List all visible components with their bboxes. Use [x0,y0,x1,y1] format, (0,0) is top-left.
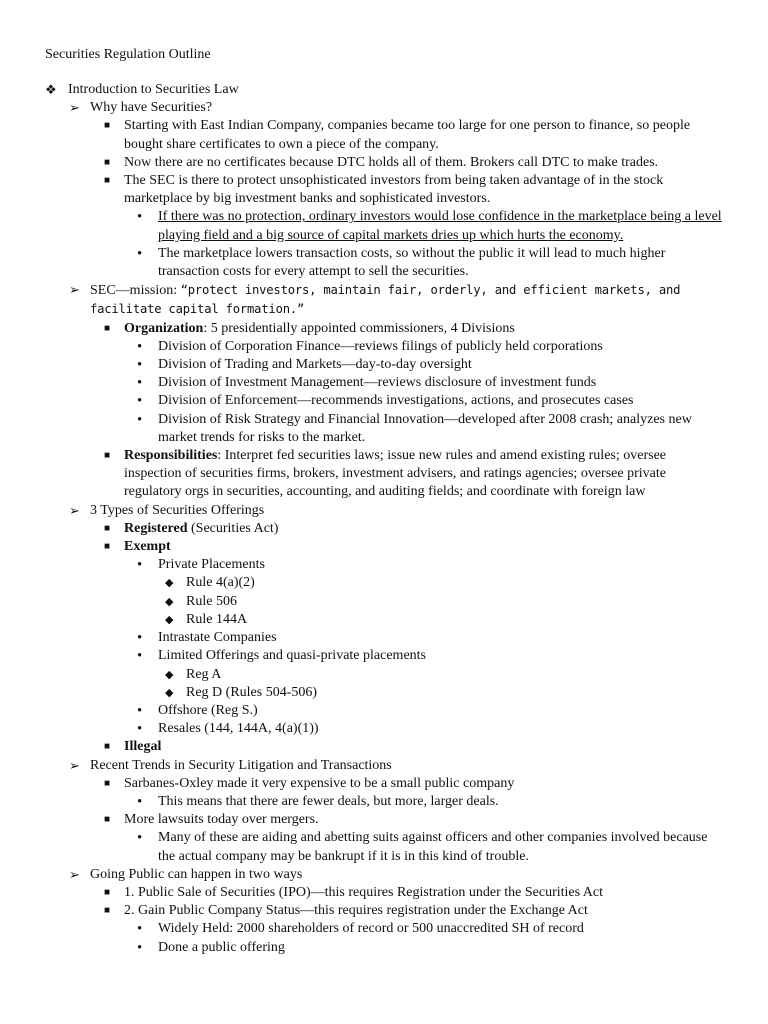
subsection-heading: ➢ 3 Types of Securities Offerings [0,502,768,520]
diamond-bullet-icon: ◆ [165,595,174,608]
list-item: • Division of Investment Management—reviews disclosure of investment funds [137,375,597,392]
list-item: ■ Starting with East Indian Company, companies became too large for one person to finance, so people bought share certificates to own a piece of the company. [104,118,691,152]
list-item: ◆ Rule 4(a)(2) [0,574,768,592]
square-bullet-icon: ■ [104,522,111,534]
round-bullet-icon: • [137,393,143,410]
list-item: • Division of Corporation Finance—reviews filings of publicly held corporations [137,338,603,355]
square-bullet-icon: ■ [104,450,111,462]
round-bullet-icon: • [137,375,143,392]
list-item: • Many of these are aiding and abetting suits against officers and other companies involved because the actual company may be bankrupt if it is in this kind of trouble. [137,830,708,864]
round-bullet-icon: • [137,245,143,262]
square-bullet-icon: ■ [104,814,111,826]
arrowhead-bullet-icon: ➢ [69,282,80,298]
outline [0,81,768,957]
list-item: ■ More lawsuits today over mergers. [0,811,768,829]
list-item: • Limited Offerings and quasi-private placements [137,648,426,665]
round-bullet-icon: • [137,648,143,665]
diamond-bullet-icon: ◆ [165,686,174,699]
list-item: • If there was no protection, ordinary investors would lose confidence in the marketplace being a level playing field and a big source of capital markets dries up which hurts the economy. [137,209,722,243]
round-bullet-icon: • [137,357,143,374]
list-item: • Division of Risk Strategy and Financial Innovation—developed after 2008 crash; analyzes new market trends for risks to the market. [137,411,692,445]
list-item: ◆ Reg A [0,666,768,684]
round-bullet-icon: • [137,630,143,647]
diamond-bullet-icon: ◆ [165,613,174,626]
list-item: • Private Placements [137,557,265,574]
list-item: • Division of Trading and Markets—day-to-day oversight [137,357,472,374]
list-item: • The marketplace lowers transaction costs, so without the public it will lead to much higher transaction costs for every attempt to sell the securities. [137,245,666,280]
square-bullet-icon: ■ [104,120,111,132]
list-item: • Intrastate Companies [137,630,277,647]
square-bullet-icon: ■ [104,741,111,753]
list-item: • Resales (144, 144A, 4(a)(1)) [137,721,319,738]
list-item: • This means that there are fewer deals, but more, larger deals. [137,793,499,810]
arrowhead-bullet-icon: ➢ [69,502,80,518]
round-bullet-icon: • [137,702,143,719]
square-bullet-icon: ■ [104,175,111,187]
round-bullet-icon: • [137,209,143,226]
list-item: ■ Exempt [0,538,768,556]
list-item: • Offshore (Reg S.) [137,702,258,719]
round-bullet-icon: • [137,721,143,738]
round-bullet-icon: • [137,557,143,574]
round-bullet-icon: • [137,411,143,428]
square-bullet-icon: ■ [104,905,111,917]
subsection-heading: ➢ Recent Trends in Security Litigation and Transactions [0,757,768,775]
four-diamond-bullet-icon: ❖ [45,82,57,97]
subsection-heading: ➢ Why have Securities? [0,99,768,117]
subsection-heading: ➢ SEC—mission: “protect investors, maintain fair, orderly, and efficient markets, and facilitate capital formation.” [69,282,681,317]
square-bullet-icon: ■ [104,777,111,789]
list-item: ■ Now there are no certificates because DTC holds all of them. Brokers call DTC to make trades. [0,154,768,172]
list-item: • Done a public offering [137,939,285,956]
square-bullet-icon: ■ [104,156,111,168]
arrowhead-bullet-icon: ➢ [69,757,80,773]
list-item: ■ 1. Public Sale of Securities (IPO)—this requires Registration under the Securities Act [0,884,768,902]
round-bullet-icon: • [137,939,143,956]
arrowhead-bullet-icon: ➢ [69,100,80,116]
round-bullet-icon: • [137,921,143,938]
list-item: ■ Organization: 5 presidentially appointed commissioners, 4 Divisions [0,320,768,338]
square-bullet-icon: ■ [104,886,111,898]
list-item: ■ The SEC is there to protect unsophisticated investors from being taken advantage of in the stock marketplace by big investment banks and sophisticated investors. [104,173,664,207]
square-bullet-icon: ■ [104,322,111,334]
round-bullet-icon: • [137,338,143,355]
round-bullet-icon: • [137,830,143,847]
list-item: ■ Illegal [0,738,768,756]
list-item: • Division of Enforcement—recommends investigations, actions, and prosecutes cases [137,393,634,410]
round-bullet-icon: • [137,793,143,810]
sec-mission-quote: “protect investors, maintain fair, orderly, and efficient markets, and facilitate capital formation.” [90,283,681,317]
subsection-heading: ➢ Going Public can happen in two ways [0,866,768,884]
list-item: • Widely Held: 2000 shareholders of record or 500 unaccredited SH of record [137,921,584,938]
square-bullet-icon: ■ [104,541,111,553]
arrowhead-bullet-icon: ➢ [69,866,80,882]
list-item: ◆ Reg D (Rules 504-506) [0,684,768,702]
list-item: ◆ Rule 506 [0,593,768,611]
diamond-bullet-icon: ◆ [165,668,174,681]
list-item: ■ Sarbanes-Oxley made it very expensive to be a small public company [0,775,768,793]
list-item: ■ Registered (Securities Act) [0,520,768,538]
section-heading: ❖ Introduction to Securities Law [0,81,768,99]
list-item: ■ Responsibilities: Interpret fed securities laws; issue new rules and amend existing rules; oversee inspection of securities firms, brokers, investment advisers, and ratings agencies; oversee private regulatory orgs in securities, accounting, and auditing fields; and coordinate with foreign law [104,448,666,500]
list-item: ◆ Rule 144A [0,611,768,629]
list-item: ■ 2. Gain Public Company Status—this requires registration under the Exchange Act [0,902,768,920]
document-title: Securities Regulation Outline [45,47,211,62]
diamond-bullet-icon: ◆ [165,577,174,590]
